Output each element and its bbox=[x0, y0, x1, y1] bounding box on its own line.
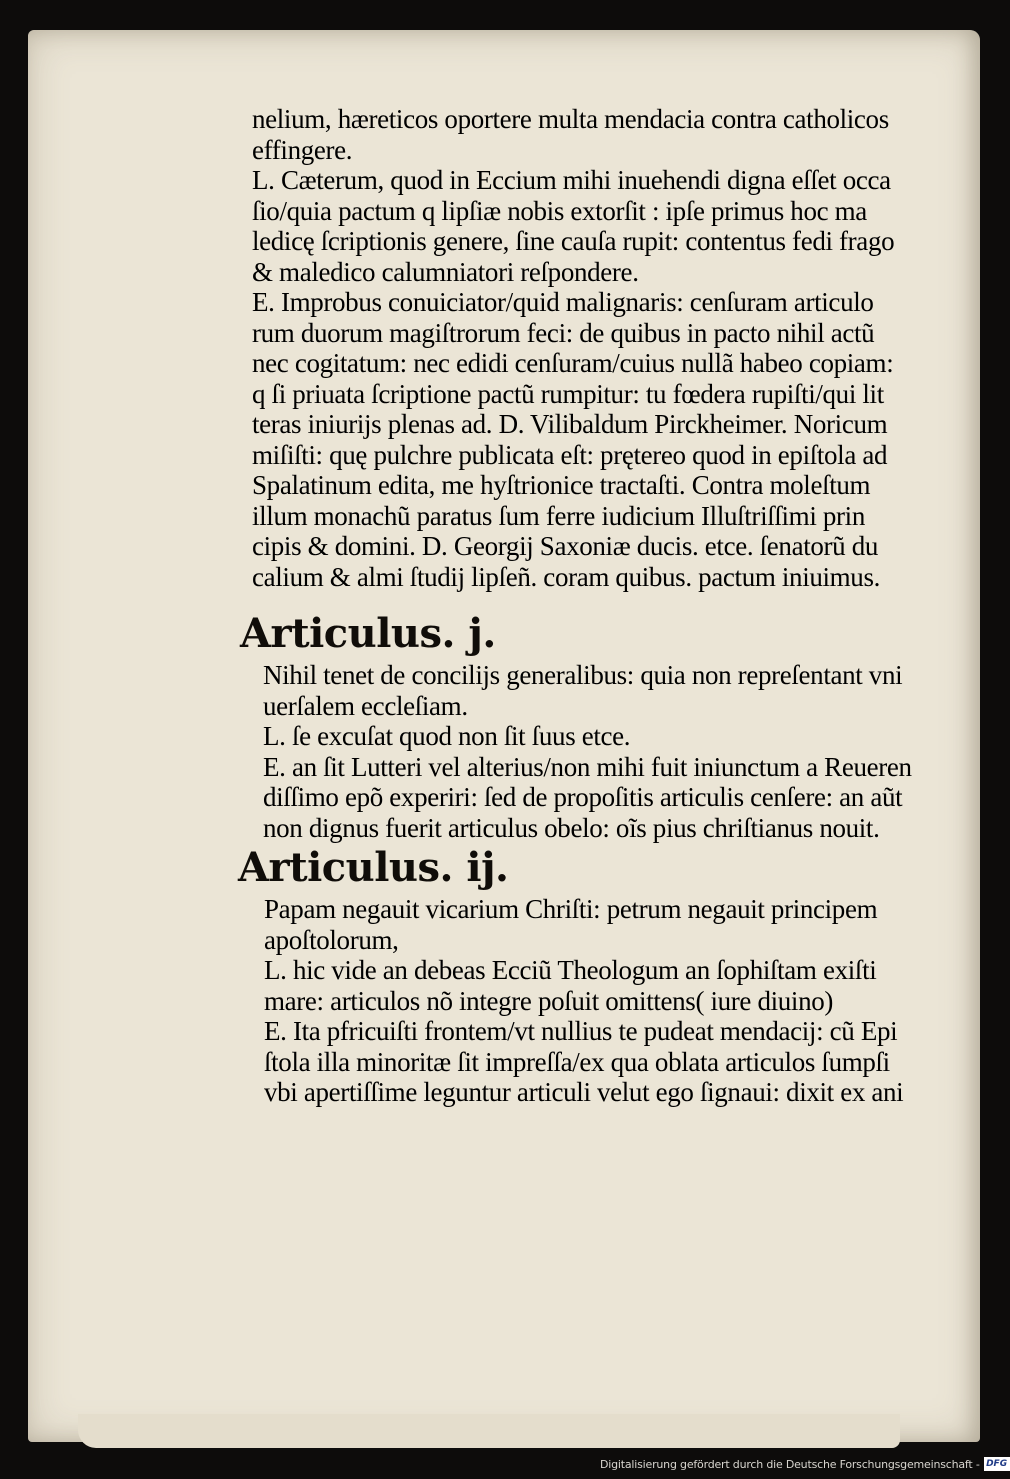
text-line: Papam negauit vicarium Chriſti: petrum negauit principem bbox=[264, 894, 878, 924]
text-line: L. hic vide an debeas Ecciũ Theologum an ſophiſtam exiſti bbox=[264, 955, 877, 985]
text-line: & maledico calumniatori reſpondere. bbox=[252, 256, 639, 287]
text-line: illum monachũ paratus ſum ferre iudicium Illuſtriſſimi prin bbox=[252, 500, 865, 531]
text-line: Nihil tenet de concilijs generalibus: quia non repreſentant vni bbox=[263, 660, 903, 690]
section-heading-articulus-2: Articulus. ij. bbox=[238, 844, 509, 891]
text-line: ſio/quia pactum q lipſiæ nobis extorſit : ipſe primus hoc ma bbox=[252, 195, 867, 226]
text-line: q ſi priuata ſcriptione pactũ rumpitur: tu fœdera rupiſti/qui lit bbox=[252, 378, 884, 409]
text-line: apoſtolorum, bbox=[264, 924, 399, 955]
text-line: Spalatinum edita, me hyſtrionice tractaſti. Contra moleſtum bbox=[252, 470, 871, 500]
text-line: ledicę ſcriptionis genere, ſine cauſa rupit: contentus fedi frago bbox=[252, 226, 895, 256]
text-line: teras iniurijs plenas ad. D. Vilibaldum Pirckheimer. Noricum bbox=[252, 409, 888, 439]
funding-credit-text: Digitalisierung gefördert durch die Deutsche Forschungsgemeinschaft - bbox=[600, 1457, 980, 1471]
text-line: E. Ita pfricuiſti frontem/vt nullius te pudeat mendacij: cũ Epi bbox=[264, 1016, 898, 1046]
text-line: L. ſe excuſat quod non ſit ſuus etce. bbox=[263, 721, 631, 751]
text-line: uerſalem eccleſiam. bbox=[263, 690, 468, 721]
text-line: E. Improbus conuiciator/quid malignaris: cenſuram articulo bbox=[252, 287, 874, 317]
text-line: mare: articulos nõ integre poſuit omittens( iure diuino) bbox=[264, 985, 834, 1016]
footer-credit bbox=[600, 1455, 1010, 1473]
dfg-logo-icon: DFG bbox=[984, 1457, 1010, 1471]
text-line: nec cogitatum: nec edidi cenſuram/cuius nullã habeo copiam: bbox=[252, 348, 894, 378]
text-line: miſiſti: quę pulchre publicata eſt: prętereo quod in epiſtola ad bbox=[252, 439, 888, 470]
text-line: vbi apertiſſime leguntur articuli velut ego ſignaui: dixit ex ani bbox=[264, 1077, 904, 1107]
text-line: nelium, hæreticos oportere multa mendacia contra catholicos bbox=[252, 104, 889, 134]
text-line: ſtola illa minoritæ ſit impreſſa/ex qua oblata articulos ſumpſi bbox=[264, 1046, 890, 1077]
text-line: diſſimo epõ experiri: ſed de propoſitis articulis cenſere: an aũt bbox=[263, 782, 903, 812]
text-block-3 bbox=[264, 894, 903, 1108]
text-line: rum duorum magiſtrorum feci: de quibus in pacto nihil actũ bbox=[252, 317, 875, 348]
text-line: cipis & domini. D. Georgij Saxoniæ ducis. etce. ſenatorũ du bbox=[252, 531, 879, 561]
text-line: L. Cæterum, quod in Eccium mihi inuehendi digna eſſet occa bbox=[252, 165, 891, 195]
section-heading-articulus-1: Articulus. j. bbox=[240, 610, 496, 657]
text-block-2 bbox=[263, 660, 912, 843]
text-block-1 bbox=[252, 104, 894, 592]
text-line: E. an ſit Lutteri vel alterius/non mihi fuit iniunctum a Reueren bbox=[263, 751, 912, 782]
text-line: calium & almi ſtudij lipſeñ. coram quibus. pactum iniuimus. bbox=[252, 561, 881, 592]
text-line: non dignus fuerit articulus obelo: oĩs pius chriſtianus nouit. bbox=[263, 812, 880, 843]
text-line: effingere. bbox=[252, 134, 353, 165]
